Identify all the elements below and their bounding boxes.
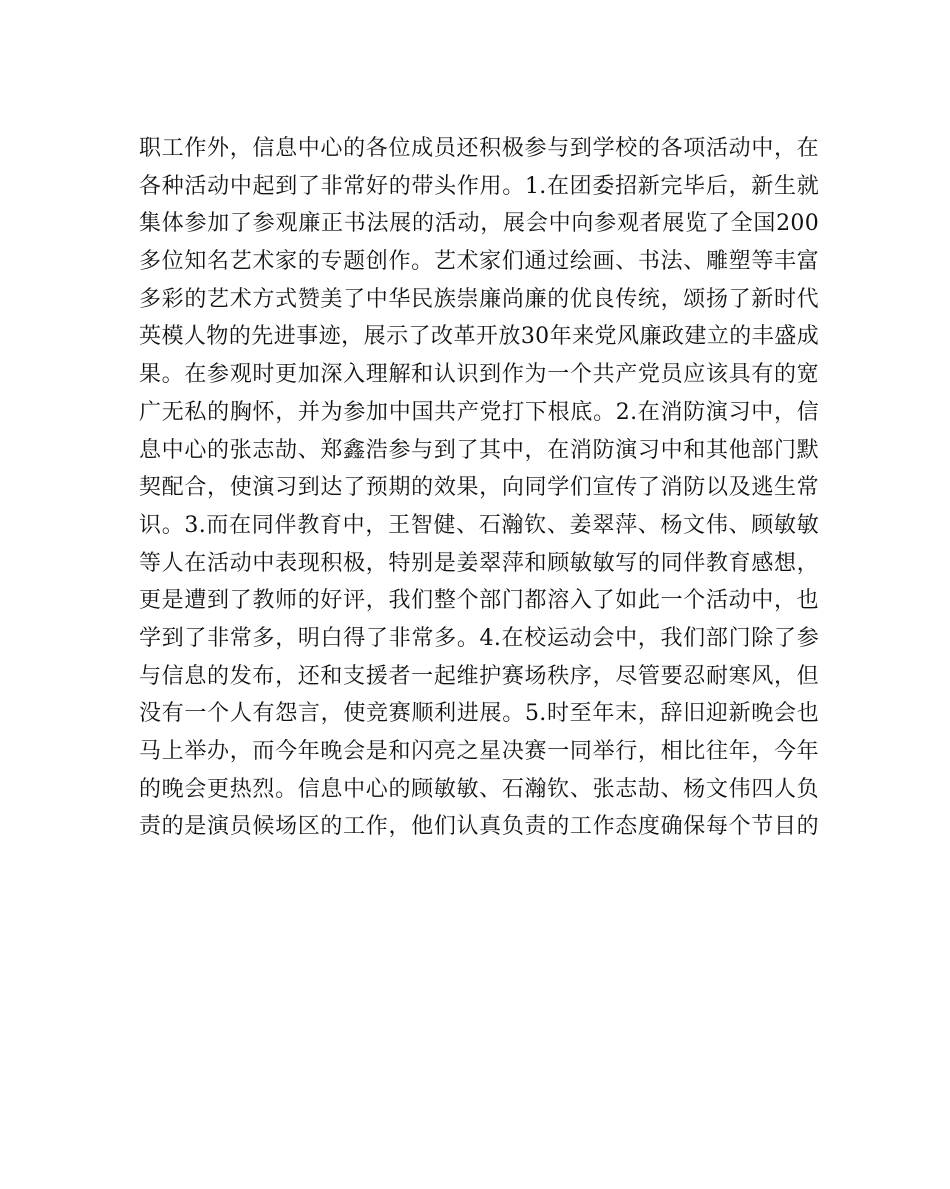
text-line: 多彩的艺术方式赞美了中华民族崇廉尚廉的优良传统，颂扬了新时代 <box>139 286 819 312</box>
text-line: 责的是演员候场区的工作，他们认真负责的工作态度确保每个节目的 <box>139 814 819 840</box>
text-line: 没有一个人有怨言，使竞赛顺利进展。5.时至年末，辞旧迎新晚会也 <box>139 701 819 727</box>
text-line: 学到了非常多，明白得了非常多。4.在校运动会中，我们部门除了参 <box>139 625 819 651</box>
text-line: 职工作外，信息中心的各位成员还积极参与到学校的各项活动中，在 <box>139 136 819 161</box>
text-line: 更是遭到了教师的好评，我们整个部门都溶入了如此一个活动中，也 <box>139 588 819 614</box>
text-line: 等人在活动中表现积极，特别是姜翠萍和顾敏敏写的同伴教育感想， <box>139 550 819 576</box>
text-line: 各种活动中起到了非常好的带头作用。1.在团委招新完毕后，新生就 <box>139 173 819 199</box>
text-line: 多位知名艺术家的专题创作。艺术家们通过绘画、书法、雕塑等丰富 <box>139 249 819 275</box>
text-line: 与信息的发布，还和支援者一起维护赛场秩序，尽管要忍耐寒风，但 <box>139 663 819 689</box>
text-line: 马上举办，而今年晚会是和闪亮之星决赛一同举行，相比往年，今年 <box>139 739 819 764</box>
text-line: 集体参加了参观廉正书法展的活动，展会中向参观者展览了全国200 <box>139 211 819 237</box>
text-line: 果。在参观时更加深入理解和认识到作为一个共产党员应该具有的宽 <box>139 362 819 388</box>
text-line: 契配合，使演习到达了预期的效果，向同学们宣传了消防以及逃生常 <box>139 475 819 501</box>
body-text <box>139 130 819 846</box>
text-line: 广无私的胸怀，并为参加中国共产党打下根底。2.在消防演习中，信 <box>139 399 819 425</box>
text-line: 的晚会更热烈。信息中心的顾敏敏、石瀚钦、张志劼、杨文伟四人负 <box>139 776 819 802</box>
text-line: 识。3.而在同伴教育中，王智健、石瀚钦、姜翠萍、杨文伟、顾敏敏 <box>139 512 819 538</box>
text-line: 英模人物的先进事迹，展示了改革开放30年来党风廉政建立的丰盛成 <box>139 324 819 350</box>
text-line: 息中心的张志劼、郑鑫浩参与到了其中，在消防演习中和其他部门默 <box>139 437 819 463</box>
